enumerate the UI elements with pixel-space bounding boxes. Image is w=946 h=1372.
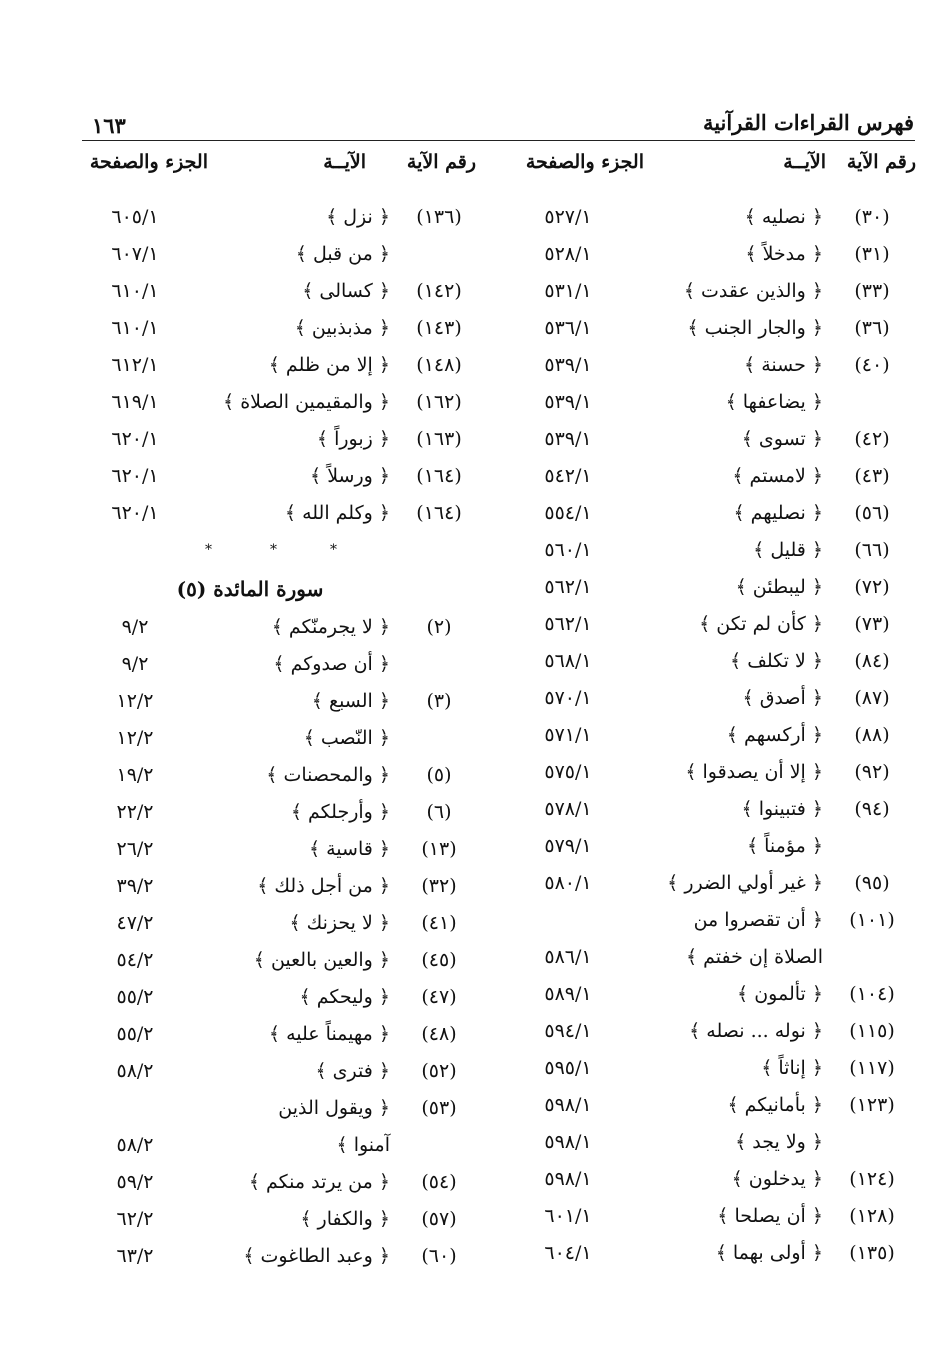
volume-page: ٦٠١/١	[544, 1205, 592, 1227]
ayah-text: ﴿ يضاعفها ﴾	[725, 391, 823, 413]
ayah-text: ﴿ والكفار ﴾	[300, 1208, 390, 1230]
ayah-text: ﴿ قاسية ﴾	[308, 838, 390, 860]
ayah-text: ﴿ لا يحزنك ﴾	[289, 912, 390, 934]
volume-page: ٥٤٢/١	[544, 465, 592, 487]
ayah-number: (٥٤)	[421, 1171, 457, 1193]
ayah-text: ﴿ وأرجلكم ﴾	[290, 801, 390, 823]
ayah-text: ﴿ السبع ﴾	[311, 690, 390, 712]
ayah-number	[826, 1124, 918, 1161]
ayah-number: (٢)	[426, 616, 452, 638]
ayah-number: (٨٨)	[854, 724, 890, 746]
left-top-entries	[75, 199, 485, 532]
ayah-text: ﴿ أن صدوكم ﴾	[273, 653, 390, 675]
left-index-column	[75, 199, 485, 1279]
index-entry	[508, 939, 918, 976]
index-entry	[508, 421, 918, 458]
volume-page: ٤٧/٢	[116, 912, 154, 934]
volume-page: ٥٩٨/١	[544, 1168, 592, 1190]
ayah-number: (٣٣)	[854, 280, 890, 302]
volume-page: ٦٢/٢	[116, 1208, 154, 1230]
index-entry	[75, 1164, 485, 1201]
ayah-text: ﴿ لا يجرمنّكم ﴾	[271, 616, 390, 638]
ayah-text: ﴿ إلا من ظلم ﴾	[268, 354, 390, 376]
index-entry	[75, 979, 485, 1016]
separator-star: *	[205, 542, 212, 558]
ayah-text: ﴿ يدخلون ﴾	[731, 1168, 823, 1190]
volume-page: ٥٦٨/١	[544, 650, 592, 672]
ayah-text: ﴿ حسنة ﴾	[744, 354, 823, 376]
volume-page: ٥٧٠/١	[544, 687, 592, 709]
index-entry	[75, 794, 485, 831]
ayah-number	[826, 939, 918, 976]
ayah-number	[393, 1127, 485, 1164]
ayah-text: ﴿ كأن لم تكن ﴾	[699, 613, 823, 635]
ayah-number: (١٦٣)	[416, 428, 462, 450]
index-entry	[508, 791, 918, 828]
ayah-text: ﴿ بأمانيكم ﴾	[727, 1094, 823, 1116]
index-entry	[75, 1127, 485, 1164]
ayah-number: (٣٦)	[854, 317, 890, 339]
index-entry	[75, 236, 485, 273]
ayah-text: ﴿ أولى بهما ﴾	[715, 1242, 823, 1264]
ayah-text: آمنوا ﴾	[336, 1134, 390, 1156]
ayah-number: (٧٣)	[854, 613, 890, 635]
ayah-number: (١٦٤)	[416, 465, 462, 487]
ayah-text: ﴿ قليل ﴾	[753, 539, 823, 561]
index-entry	[508, 828, 918, 865]
ayah-text: ﴿ مدخلاً ﴾	[745, 243, 823, 265]
volume-page: ٢٢/٢	[116, 801, 154, 823]
volume-page: ٦١٢/١	[111, 354, 159, 376]
ayah-number: (١٤٢)	[416, 280, 462, 302]
ayah-text: ﴿ وعبد الطاغوت ﴾	[243, 1245, 390, 1267]
index-entry	[508, 1124, 918, 1161]
volume-page: ٥٥٤/١	[544, 502, 592, 524]
volume-page: ٥٣٩/١	[544, 391, 592, 413]
ayah-text: ﴿ فترى ﴾	[315, 1060, 390, 1082]
left-header-volume-page: الجزء والصفحة	[89, 151, 208, 173]
ayah-number: (٩٤)	[854, 798, 890, 820]
ayah-number: (١٢٤)	[849, 1168, 895, 1190]
volume-page: ٥٢٨/١	[544, 243, 592, 265]
volume-page: ٢٦/٢	[116, 838, 154, 860]
volume-page	[75, 1090, 195, 1127]
ayah-number: (٥)	[426, 764, 452, 786]
ayah-text: ﴿ غير أولي الضرر ﴾	[667, 872, 823, 894]
ayah-text: ﴿ لا تكلف ﴾	[730, 650, 823, 672]
ayah-text: ﴿ مهيمناً عليه ﴾	[268, 1023, 390, 1045]
ayah-number	[826, 828, 918, 865]
index-entry	[508, 532, 918, 569]
ayah-number: (٤٨)	[421, 1023, 457, 1045]
index-entry	[75, 458, 485, 495]
index-entry	[75, 683, 485, 720]
separator-stars	[75, 532, 485, 569]
surah-heading: سورة المائدة (٥)	[176, 577, 324, 601]
index-entry	[75, 1016, 485, 1053]
ayah-text: ﴿ مؤمناً ﴾	[746, 835, 823, 857]
ayah-text: ﴿ والمقيمين الصلاة ﴾	[223, 391, 390, 413]
volume-page: ٦٠٥/١	[111, 206, 159, 228]
ayah-number: (٦٦)	[854, 539, 890, 561]
ayah-number: (١٢٨)	[849, 1205, 895, 1227]
ayah-number: (١٢٣)	[849, 1094, 895, 1116]
index-entry	[75, 646, 485, 683]
ayah-number	[393, 720, 485, 757]
ayah-text: ﴿ من يرتد منكم ﴾	[248, 1171, 390, 1193]
volume-page: ٥٣٩/١	[544, 428, 592, 450]
volume-page: ٥٥/٢	[116, 1023, 154, 1045]
ayah-text: ﴿ وليحكم ﴾	[299, 986, 390, 1008]
ayah-number: (١٣٥)	[849, 1242, 895, 1264]
index-entry	[508, 606, 918, 643]
volume-page: ٥٩٨/١	[544, 1131, 592, 1153]
volume-page: ٥٧٥/١	[544, 761, 592, 783]
index-entry	[75, 495, 485, 532]
ayah-number: (١١٥)	[849, 1020, 895, 1042]
volume-page: ١٩/٢	[116, 764, 154, 786]
index-entry	[75, 199, 485, 236]
index-entry	[508, 1013, 918, 1050]
volume-page: ٥٩٨/١	[544, 1094, 592, 1116]
volume-page: ٥٩٥/١	[544, 1057, 592, 1079]
ayah-number: (١١٧)	[849, 1057, 895, 1079]
volume-page: ٣٩/٢	[116, 875, 154, 897]
ayah-text: ﴿ ويقول الذين	[278, 1097, 390, 1119]
ayah-number: (٨٧)	[854, 687, 890, 709]
index-entry	[75, 421, 485, 458]
right-header-ayah: الآيــة	[783, 151, 826, 173]
ayah-text: ﴿ من أجل ذلك ﴾	[257, 875, 390, 897]
ayah-number: (٨٤)	[854, 650, 890, 672]
index-entry	[508, 347, 918, 384]
index-entry	[75, 757, 485, 794]
ayah-number: (٩٥)	[854, 872, 890, 894]
volume-page: ٦١٩/١	[111, 391, 159, 413]
index-entry	[508, 754, 918, 791]
left-header-ayah: الآيــة	[323, 151, 366, 173]
index-entry	[75, 942, 485, 979]
ayah-number: (٤٧)	[421, 986, 457, 1008]
index-entry	[508, 865, 918, 902]
volume-page: ٥٨٦/١	[544, 946, 592, 968]
ayah-text: ﴿ نوله ... نصله ﴾	[689, 1020, 823, 1042]
ayah-text: ﴿ ورسلاً ﴾	[310, 465, 390, 487]
ayah-text: ﴿ أن يصلحا ﴾	[717, 1205, 823, 1227]
index-entry	[508, 717, 918, 754]
ayah-text: ﴿ نصليهم ﴾	[733, 502, 823, 524]
volume-page: ٦٢٠/١	[111, 465, 159, 487]
ayah-text: ﴿ تسوى ﴾	[741, 428, 823, 450]
volume-page: ١٢/٢	[116, 690, 154, 712]
index-entry	[508, 680, 918, 717]
index-entry	[508, 1050, 918, 1087]
index-entry	[75, 720, 485, 757]
index-entry	[508, 1161, 918, 1198]
index-entry	[508, 236, 918, 273]
index-entry	[75, 1201, 485, 1238]
ayah-text: ﴿ مذبذبين ﴾	[294, 317, 390, 339]
ayah-text: ﴿ والجار الجنب ﴾	[687, 317, 823, 339]
volume-page: ٩/٢	[121, 653, 149, 675]
volume-page: ٦٢٠/١	[111, 502, 159, 524]
index-entry	[75, 609, 485, 646]
index-entry	[508, 273, 918, 310]
index-entry	[75, 1090, 485, 1127]
ayah-number: (٧٢)	[854, 576, 890, 598]
ayah-number: (٤٣)	[854, 465, 890, 487]
ayah-number: (١٠٤)	[849, 983, 895, 1005]
ayah-number: (٤٢)	[854, 428, 890, 450]
index-entry	[75, 1238, 485, 1275]
ayah-text: ﴿ والذين عقدت ﴾	[683, 280, 823, 302]
volume-page: ٥٧١/١	[544, 724, 592, 746]
index-entry	[75, 831, 485, 868]
ayah-text: ﴿ فتبينوا ﴾	[741, 798, 823, 820]
volume-page: ٦٣/٢	[116, 1245, 154, 1267]
ayah-text: ﴿ نصليه ﴾	[744, 206, 823, 228]
volume-page: ٥٣١/١	[544, 280, 592, 302]
index-entry	[75, 868, 485, 905]
volume-page: ٦١٠/١	[111, 280, 159, 302]
ayah-number: (١٦٢)	[416, 391, 462, 413]
ayah-number: (٦٠)	[421, 1245, 457, 1267]
volume-page: ١٢/٢	[116, 727, 154, 749]
ayah-text: ﴿ كسالى ﴾	[302, 280, 390, 302]
right-header-volume-page: الجزء والصفحة	[525, 151, 644, 173]
volume-page: ٥٨٠/١	[544, 872, 592, 894]
ayah-text: ﴿ والعين بالعين ﴾	[253, 949, 390, 971]
volume-page: ٦٠٧/١	[111, 243, 159, 265]
index-entry	[508, 643, 918, 680]
ayah-number: (٥٧)	[421, 1208, 457, 1230]
ayah-number: (٤٥)	[421, 949, 457, 971]
ayah-text: ﴿ نزل ﴾	[326, 206, 390, 228]
separator-star: *	[270, 542, 277, 558]
ayah-number: (٤٠)	[854, 354, 890, 376]
right-header-ayah-number: رقم الآية	[846, 151, 916, 173]
ayah-number: (١٦٤)	[416, 502, 462, 524]
volume-page: ٥٥/٢	[116, 986, 154, 1008]
index-entry	[508, 384, 918, 421]
header-rule	[82, 140, 915, 141]
ayah-text: ﴿ وكلم الله ﴾	[284, 502, 390, 524]
separator-star: *	[330, 542, 337, 558]
volume-page: ٥٩/٢	[116, 1171, 154, 1193]
index-entry	[75, 384, 485, 421]
ayah-number: (١٣٦)	[416, 206, 462, 228]
ayah-number: (٥٢)	[421, 1060, 457, 1082]
ayah-text: ﴿ أركسهم ﴾	[726, 724, 823, 746]
ayah-number: (٥٦)	[854, 502, 890, 524]
ayah-number: (٣١)	[854, 243, 890, 265]
index-entry	[508, 569, 918, 606]
volume-page: ٦٠٤/١	[544, 1242, 592, 1264]
ayah-text: الصلاة إن خفتم ﴾	[685, 946, 823, 968]
ayah-text: ﴿ زبوراً ﴾	[316, 428, 390, 450]
volume-page: ٥٦٠/١	[544, 539, 592, 561]
volume-page: ٥٦٢/١	[544, 576, 592, 598]
index-entry	[508, 495, 918, 532]
volume-page: ٥٧٨/١	[544, 798, 592, 820]
ayah-number: (٤١)	[421, 912, 457, 934]
right-index-column	[508, 199, 918, 1279]
volume-page: ٥٧٩/١	[544, 835, 592, 857]
volume-page: ٥٨/٢	[116, 1060, 154, 1082]
index-entry	[508, 310, 918, 347]
ayah-number: (١٠١)	[849, 909, 895, 931]
index-entry	[508, 458, 918, 495]
ayah-text: ﴿ إلا أن يصدقوا ﴾	[685, 761, 823, 783]
left-header-ayah-number: رقم الآية	[406, 151, 476, 173]
volume-page: ٥٨٩/١	[544, 983, 592, 1005]
ayah-text: ﴿ ليبطئن ﴾	[735, 576, 823, 598]
ayah-number: (٩٢)	[854, 761, 890, 783]
ayah-number	[393, 236, 485, 273]
volume-page: ٥٩٤/١	[544, 1020, 592, 1042]
left-bottom-entries	[75, 609, 485, 1275]
index-entry	[508, 902, 918, 939]
ayah-text: ﴿ النّصب ﴾	[303, 727, 390, 749]
ayah-number: (١٤٣)	[416, 317, 462, 339]
volume-page: ٥٦٢/١	[544, 613, 592, 635]
index-entry	[508, 199, 918, 236]
volume-page	[508, 902, 628, 939]
volume-page: ٦١٠/١	[111, 317, 159, 339]
index-entry	[508, 1087, 918, 1124]
volume-page: ٥٢٧/١	[544, 206, 592, 228]
ayah-number: (١٣)	[421, 838, 457, 860]
ayah-text: ﴿ أن تقصروا من	[693, 909, 823, 931]
volume-page: ٩/٢	[121, 616, 149, 638]
running-title: فهرس القراءات القرآنية	[702, 110, 914, 135]
volume-page: ٥٨/٢	[116, 1134, 154, 1156]
index-entry	[75, 273, 485, 310]
index-entry	[508, 1198, 918, 1235]
ayah-number: (٣)	[426, 690, 452, 712]
ayah-text: ﴿ أصدق ﴾	[742, 687, 823, 709]
index-entry	[508, 1235, 918, 1272]
ayah-number: (١٤٨)	[416, 354, 462, 376]
ayah-number: (٣٠)	[854, 206, 890, 228]
volume-page: ٥٣٦/١	[544, 317, 592, 339]
index-entry	[508, 976, 918, 1013]
ayah-number	[393, 646, 485, 683]
ayah-text: ﴿ والمحصنات ﴾	[266, 764, 390, 786]
volume-page: ٥٤/٢	[116, 949, 154, 971]
page-number: ١٦٣	[92, 113, 126, 138]
ayah-number: (٥٣)	[421, 1097, 457, 1119]
ayah-text: ﴿ لامستم ﴾	[732, 465, 823, 487]
volume-page: ٦٢٠/١	[111, 428, 159, 450]
ayah-number: (٣٢)	[421, 875, 457, 897]
ayah-number	[826, 384, 918, 421]
volume-page: ٥٣٩/١	[544, 354, 592, 376]
ayah-text: ﴿ من قبل ﴾	[295, 243, 390, 265]
ayah-text: ﴿ تألمون ﴾	[737, 983, 823, 1005]
ayah-text: ﴿ ولا يجد ﴾	[735, 1131, 823, 1153]
index-entry	[75, 1053, 485, 1090]
index-entry	[75, 905, 485, 942]
index-entry	[75, 310, 485, 347]
ayah-number: (٦)	[426, 801, 452, 823]
index-entry	[75, 347, 485, 384]
ayah-text: ﴿ إناثاً ﴾	[761, 1057, 823, 1079]
